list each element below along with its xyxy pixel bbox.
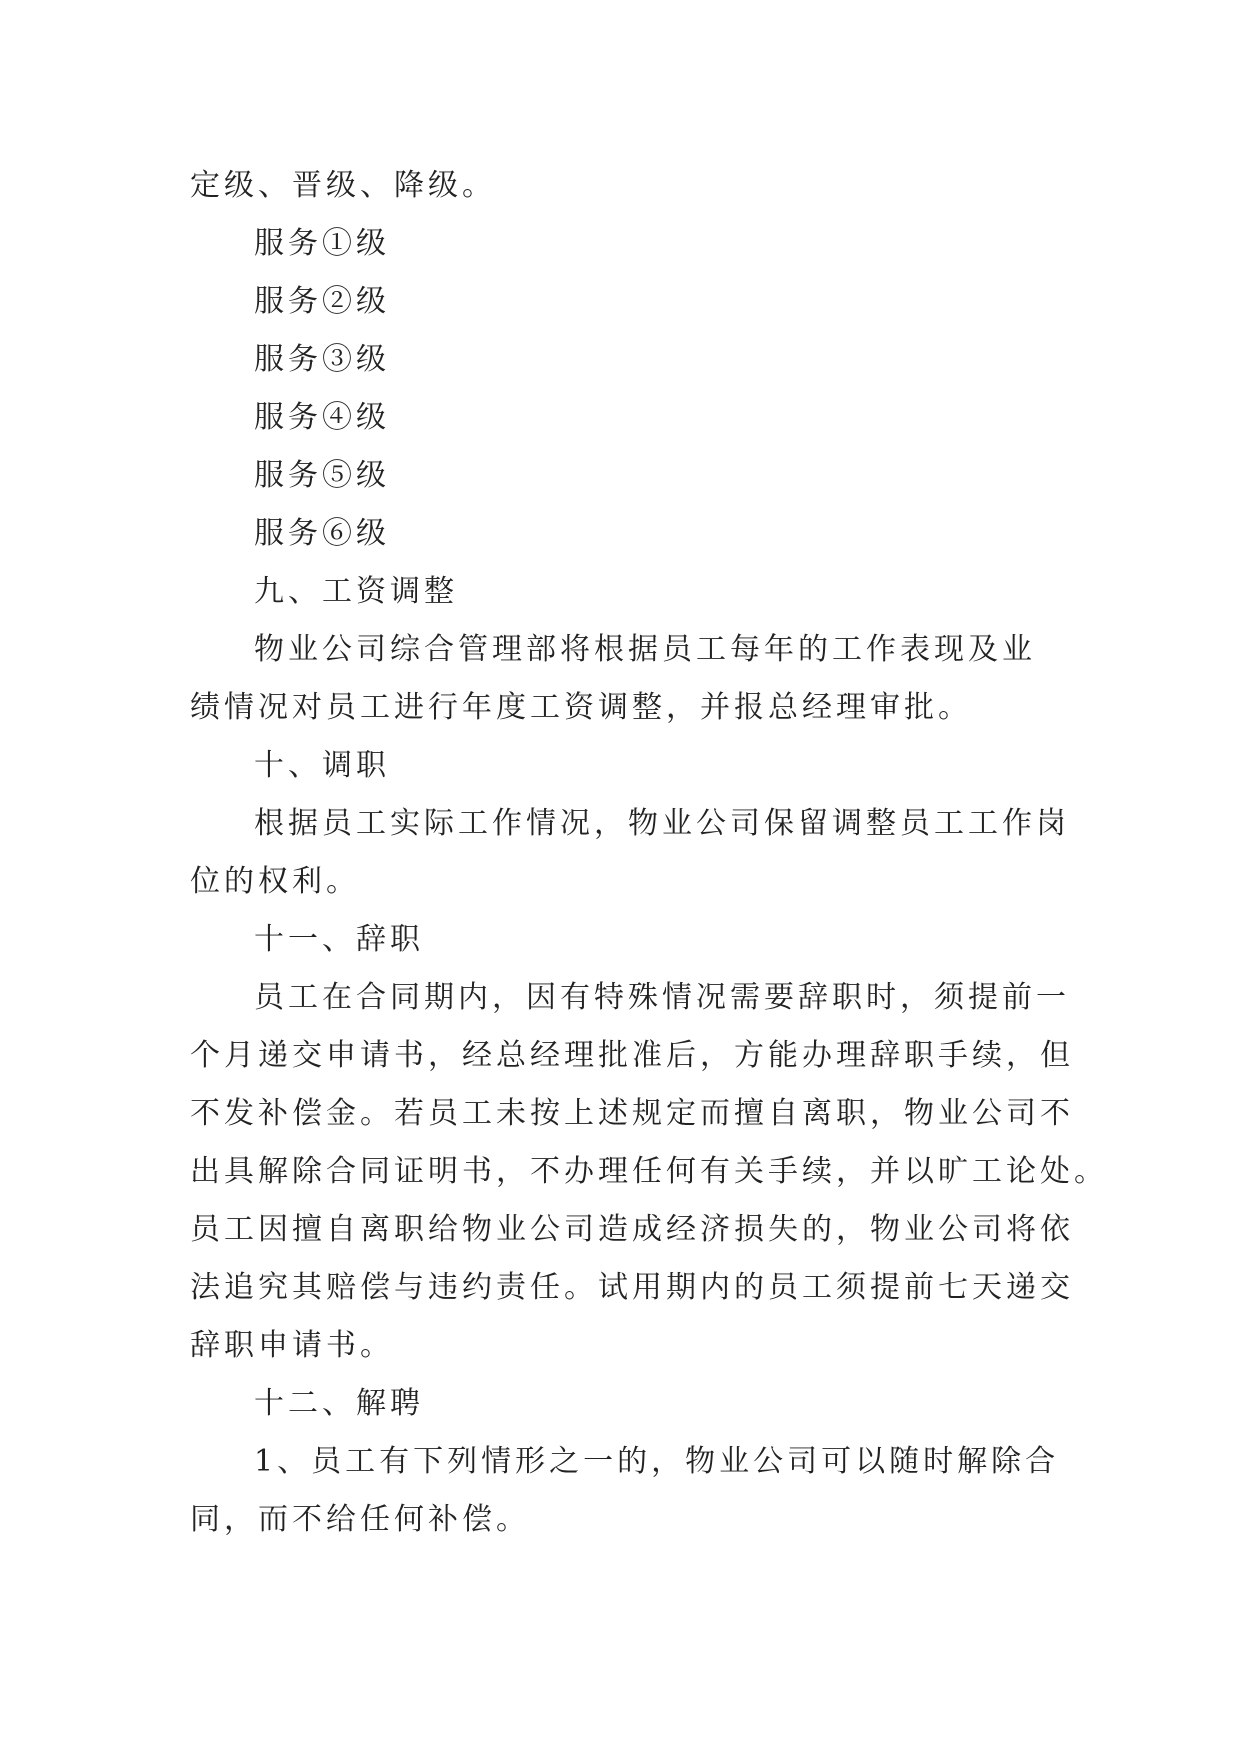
text-line: 出具解除合同证明书，不办理任何有关手续，并以旷工论处。 xyxy=(190,1154,1108,1189)
service-level-1: 服务①级 xyxy=(254,226,390,261)
section-heading-9: 九、工资调整 xyxy=(254,574,458,609)
section-heading-12: 十二、解聘 xyxy=(254,1386,424,1421)
text-line: 辞职申请书。 xyxy=(190,1328,394,1363)
text-line: 法追究其赔偿与违约责任。试用期内的员工须提前七天递交 xyxy=(190,1270,1074,1305)
text-line: 同，而不给任何补偿。 xyxy=(190,1502,530,1537)
section-heading-11: 十一、辞职 xyxy=(254,922,424,957)
service-level-4: 服务④级 xyxy=(254,400,390,435)
service-level-6: 服务⑥级 xyxy=(254,516,390,551)
text-line: 位的权利。 xyxy=(190,864,360,899)
text-line: 根据员工实际工作情况，物业公司保留调整员工工作岗 xyxy=(254,806,1070,841)
text-line: 员工因擅自离职给物业公司造成经济损失的，物业公司将依 xyxy=(190,1212,1074,1247)
text-line: 员工在合同期内，因有特殊情况需要辞职时，须提前一 xyxy=(254,980,1070,1015)
text-line: 个月递交申请书，经总经理批准后，方能办理辞职手续，但 xyxy=(190,1038,1074,1073)
text-line: 1、员工有下列情形之一的，物业公司可以随时解除合 xyxy=(254,1444,1060,1479)
section-heading-10: 十、调职 xyxy=(254,748,390,783)
service-level-5: 服务⑤级 xyxy=(254,458,390,493)
text-line: 定级、晋级、降级。 xyxy=(190,168,496,203)
text-line: 不发补偿金。若员工未按上述规定而擅自离职，物业公司不 xyxy=(190,1096,1074,1131)
service-level-3: 服务③级 xyxy=(254,342,390,377)
service-level-2: 服务②级 xyxy=(254,284,390,319)
document-body xyxy=(190,157,1108,1549)
text-line: 绩情况对员工进行年度工资调整，并报总经理审批。 xyxy=(190,690,972,725)
text-line: 物业公司综合管理部将根据员工每年的工作表现及业 xyxy=(254,632,1036,667)
